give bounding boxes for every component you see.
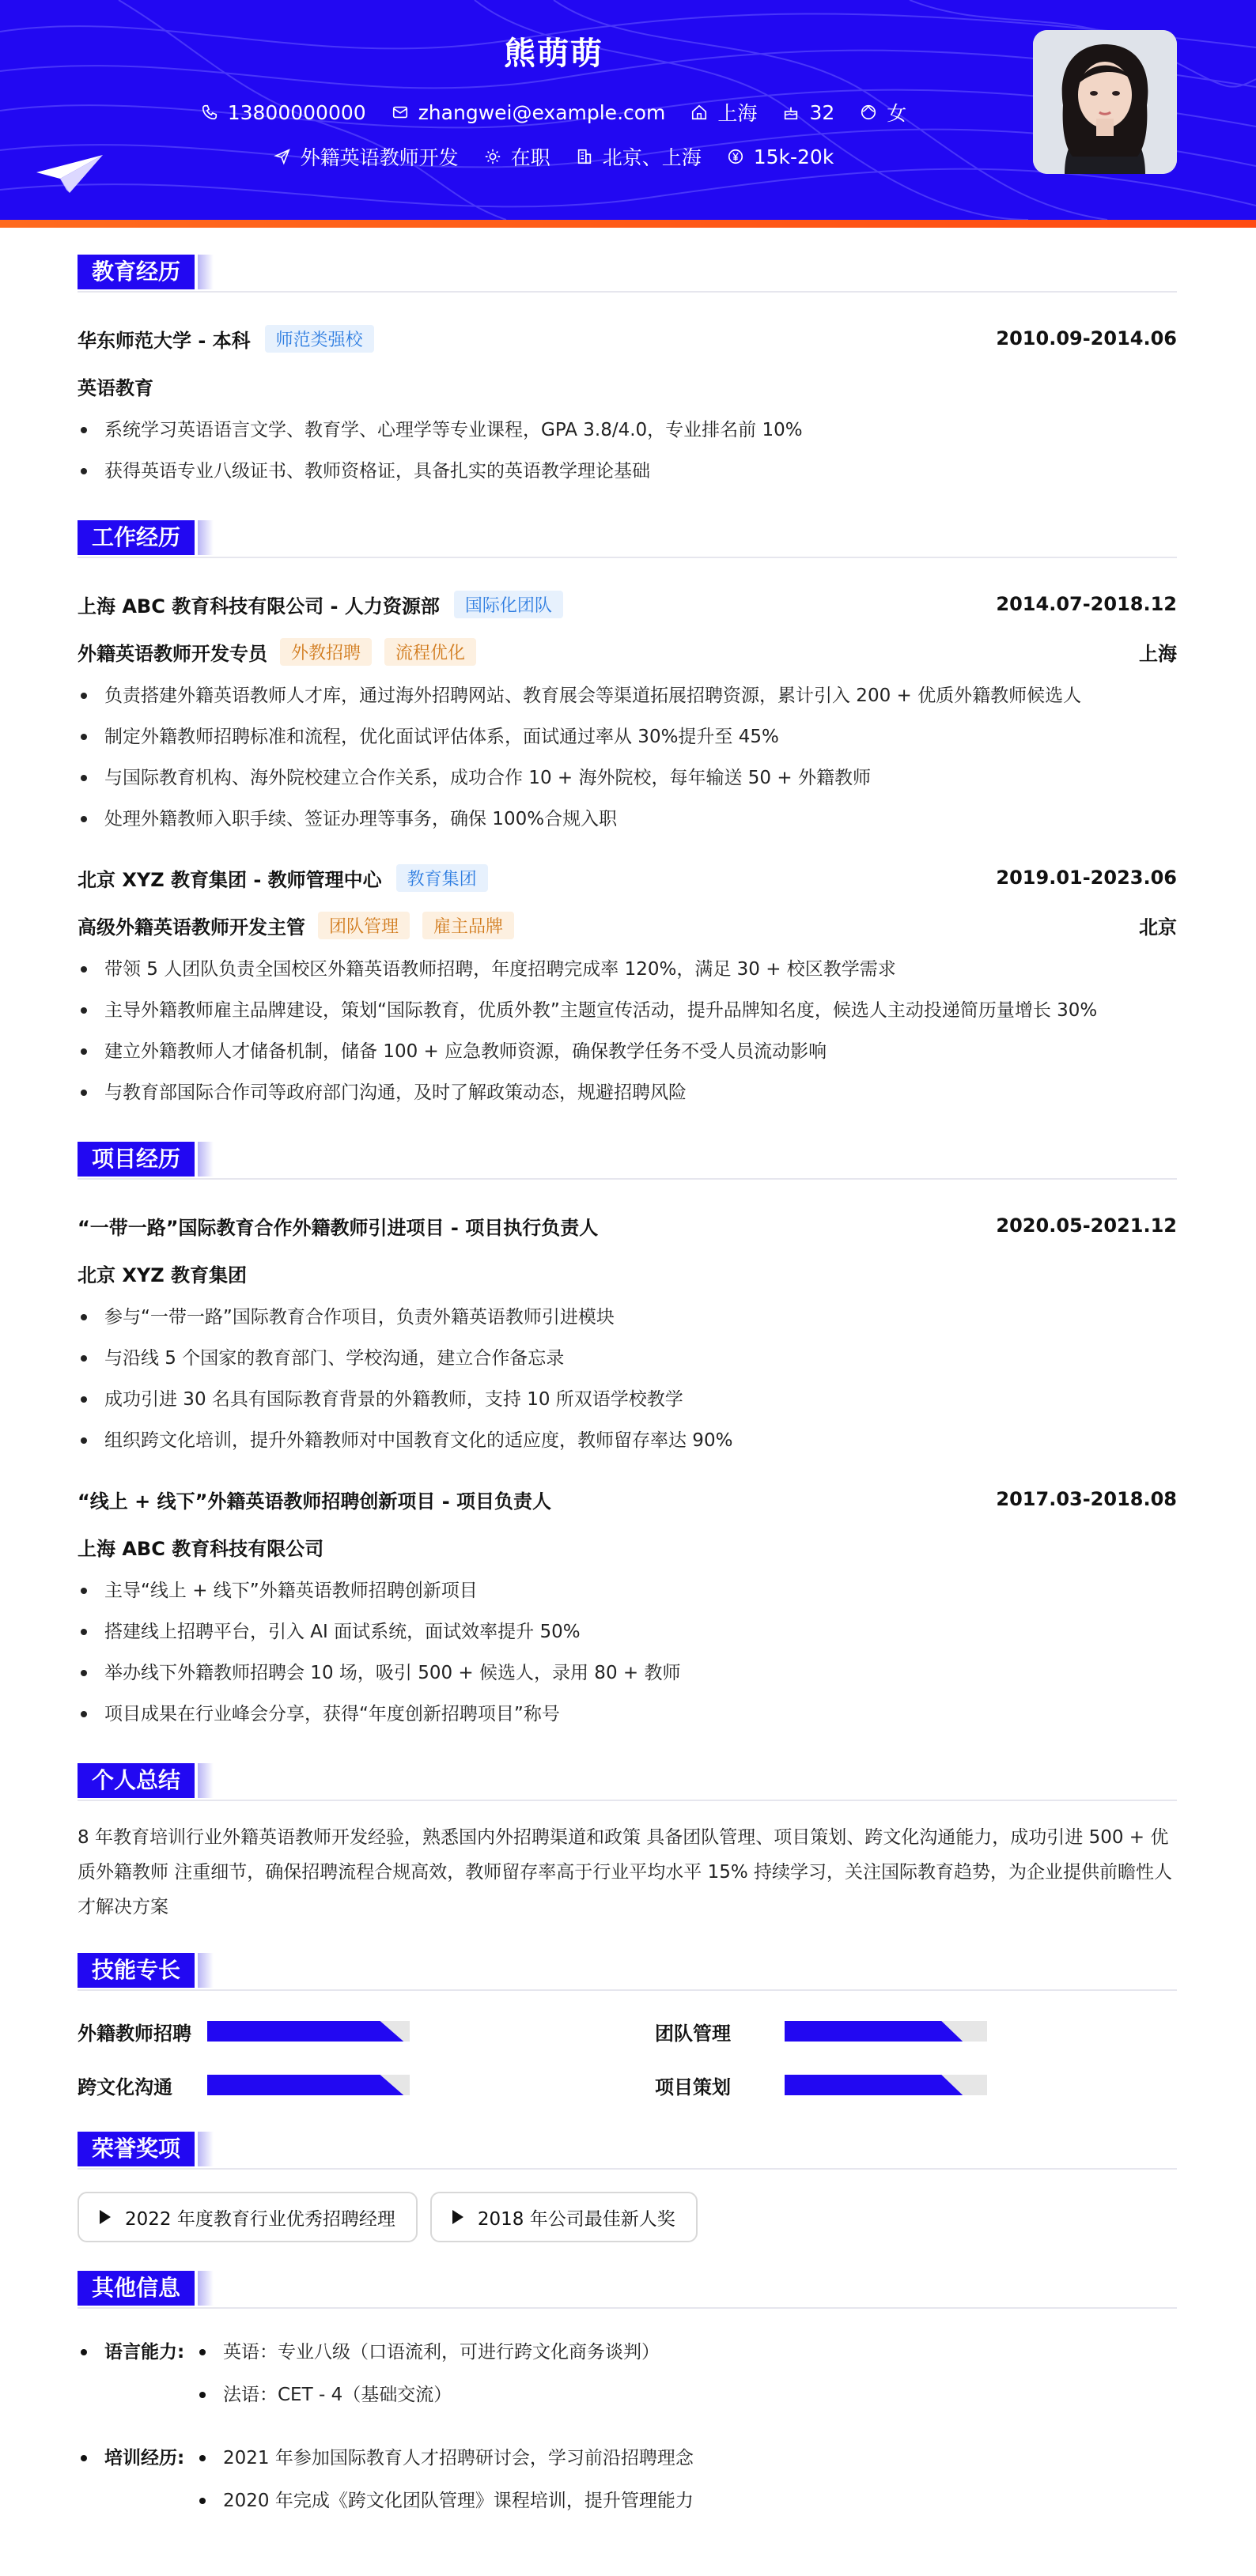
skill-bar (785, 2075, 987, 2095)
status-info (484, 142, 550, 171)
gender-text: 女 (887, 102, 907, 125)
position-text: 外籍英语教师开发 (300, 146, 459, 169)
project-date: 2020.05-2021.12 (996, 1214, 1177, 1237)
resume-body (78, 253, 1177, 2549)
projects-section (78, 1140, 1177, 1735)
major-name: 英语教育 (78, 376, 153, 399)
expected-city-text: 北京、上海 (602, 146, 702, 169)
skill-bar (207, 2021, 410, 2042)
skill-bar (785, 2021, 987, 2042)
phone-icon (201, 104, 218, 121)
job-bullets (78, 675, 1177, 840)
age-text: 32 (809, 100, 835, 124)
candidate-name: 熊萌萌 (504, 36, 603, 72)
awards-section (78, 2130, 1177, 2242)
list-item: 带领 5 人团队负责全国校区外籍英语教师招聘，年度招聘完成率 120%，满足 30 + 校区教学需求 (78, 949, 1177, 990)
email-text: zhangwei@example.com (418, 100, 666, 124)
role-row (78, 628, 1177, 675)
gender-info (860, 98, 906, 127)
position-info (274, 142, 459, 171)
skill-bar-fill (785, 2021, 963, 2042)
section-title: 荣誉奖项 (78, 2132, 195, 2166)
list-item: 搭建线上招聘平台，引入 AI 面试系统，面试效率提升 50% (78, 1611, 1177, 1652)
section-header (78, 519, 1177, 558)
language-label: 语言能力: (78, 2331, 196, 2416)
skill-bar-fill (785, 2075, 963, 2095)
role-tag: 雇主品牌 (422, 912, 514, 939)
salary-text: 15k-20k (753, 145, 834, 168)
job-city: 北京 (1139, 916, 1177, 939)
section-header (78, 1951, 1177, 1991)
job-row (78, 580, 1177, 628)
send-icon (274, 148, 291, 165)
project-row (78, 1202, 1177, 1249)
person-face-icon (860, 104, 877, 121)
status-gear-icon (484, 148, 501, 165)
skill-item (78, 2013, 600, 2049)
project-org-row (78, 1249, 1177, 1297)
education-date: 2010.09-2014.06 (996, 327, 1177, 349)
project-org-row (78, 1523, 1177, 1570)
list-item: 处理外籍教师入职手续、签证办理等事务，确保 100%合规入职 (78, 799, 1177, 840)
job-bullets (78, 949, 1177, 1113)
summary-section (78, 1762, 1177, 1924)
project-bullets (78, 1570, 1177, 1735)
list-item: 2021 年参加国际教育人才招聘研讨会，学习前沿招聘理念 (196, 2437, 694, 2480)
education-row (78, 315, 1177, 362)
school-name: 华东师范大学 - 本科 (78, 329, 251, 352)
skill-item (655, 2067, 1177, 2103)
home-icon (690, 104, 708, 121)
section-header (78, 1140, 1177, 1180)
project-title: “一带一路”国际教育合作外籍教师引进项目 - 项目执行负责人 (78, 1216, 599, 1239)
city-text: 上海 (717, 102, 758, 125)
list-item: 与教育部国际合作司等政府部门沟通，及时了解政策动态，规避招聘风险 (78, 1072, 1177, 1113)
skill-name: 外籍教师招聘 (78, 2022, 191, 2045)
project-bullets (78, 1297, 1177, 1461)
school-badge: 师范类强校 (265, 325, 374, 353)
project-title: “线上 + 线下”外籍英语教师招聘创新项目 - 项目负责人 (78, 1490, 552, 1513)
section-header (78, 2130, 1177, 2170)
language-list (196, 2331, 660, 2416)
role-tag: 外教招聘 (280, 638, 372, 666)
list-item: 主导外籍教师雇主品牌建设，策划“国际教育，优质外教”主题宣传活动，提升品牌知名度，候选人主动投递简历量增长 30% (78, 990, 1177, 1031)
job-date: 2014.07-2018.12 (996, 593, 1177, 615)
other-info (78, 2331, 1177, 2522)
list-item: 成功引进 30 名具有国际教育背景的外籍教师，支持 10 所双语学校教学 (78, 1379, 1177, 1420)
project-date: 2017.03-2018.08 (996, 1488, 1177, 1510)
status-text: 在职 (510, 146, 550, 169)
job-role: 高级外籍英语教师开发主管 (78, 916, 305, 939)
summary-text: 8 年教育培训行业外籍英语教师开发经验，熟悉国内外招聘渠道和政策 具备团队管理、项目策划、跨文化沟通能力，成功引进 500 + 优质外籍教师 注重细节，确保招聘流程合规高效，教师留存率高于行业平均水平 15% 持续学习，关注国际教育趋势，为企业提供前瞻性人才解决方案 (78, 1827, 1173, 1917)
play-triangle-icon (100, 2210, 111, 2224)
company-badge: 国际化团队 (454, 591, 563, 618)
yen-coin-icon (727, 148, 744, 165)
list-item: 英语：专业八级（口语流利，可进行跨文化商务谈判） (196, 2331, 660, 2374)
education-bullets (78, 410, 1177, 492)
company-badge: 教育集团 (396, 864, 488, 892)
portrait-photo (1033, 30, 1177, 174)
list-item: 系统学习英语语言文学、教育学、心理学等专业课程，GPA 3.8/4.0，专业排名前 10% (78, 410, 1177, 451)
list-item: 与沿线 5 个国家的教育部门、学校沟通，建立合作备忘录 (78, 1338, 1177, 1379)
section-header (78, 2269, 1177, 2309)
skill-name: 项目策划 (655, 2076, 731, 2098)
section-title: 工作经历 (78, 520, 195, 555)
job-role: 外籍英语教师开发专员 (78, 642, 267, 665)
section-title: 个人总结 (78, 1763, 195, 1798)
other-section (78, 2269, 1177, 2522)
list-item: 负责搭建外籍英语教师人才库，通过海外招聘网站、教育展会等渠道拓展招聘资源，累计引入 200 + 优质外籍教师候选人 (78, 675, 1177, 716)
mail-icon (392, 104, 409, 121)
company-name: 上海 ABC 教育科技有限公司 - 人力资源部 (78, 595, 440, 618)
list-item: 建立外籍教师人才储备机制，储备 100 + 应急教师资源，确保教学任务不受人员流动影响 (78, 1031, 1177, 1072)
phone-text: 13800000000 (227, 100, 366, 124)
skill-bar (207, 2075, 410, 2095)
award-text: 2018 年公司最佳新人奖 (477, 2208, 675, 2230)
award-chip (430, 2192, 698, 2242)
role-tag: 流程优化 (384, 638, 476, 666)
job-date: 2019.01-2023.06 (996, 867, 1177, 889)
project-org: 上海 ABC 教育科技有限公司 (78, 1537, 324, 1560)
skill-name: 跨文化沟通 (78, 2076, 172, 2098)
header-accent-stripe (0, 220, 1256, 228)
language-row (78, 2331, 1177, 2416)
awards-list (78, 2192, 1177, 2242)
skill-item (78, 2067, 600, 2103)
training-label: 培训经历: (78, 2437, 196, 2522)
work-section (78, 519, 1177, 1113)
resume-header (0, 0, 1256, 220)
list-item: 组织跨文化培训，提升外籍教师对中国教育文化的适应度，教师留存率达 90% (78, 1420, 1177, 1461)
award-chip (78, 2192, 418, 2242)
section-header (78, 253, 1177, 293)
major-row (78, 362, 1177, 410)
cake-icon (782, 104, 800, 121)
avatar (1033, 30, 1177, 174)
training-row (78, 2437, 1177, 2522)
list-item: 主导“线上 + 线下”外籍英语教师招聘创新项目 (78, 1570, 1177, 1611)
list-item: 2020 年完成《跨文化团队管理》课程培训，提升管理能力 (196, 2480, 694, 2522)
training-list (196, 2437, 694, 2522)
job-row (78, 854, 1177, 901)
job-intent-row (0, 142, 1107, 171)
list-item: 参与“一带一路”国际教育合作项目，负责外籍英语教师引进模块 (78, 1297, 1177, 1338)
list-item: 项目成果在行业峰会分享，获得“年度创新招聘项目”称号 (78, 1694, 1177, 1735)
list-item: 获得英语专业八级证书、教师资格证，具备扎实的英语教学理论基础 (78, 451, 1177, 492)
skill-bar-fill (207, 2021, 403, 2042)
salary-info (727, 145, 834, 168)
list-item: 制定外籍教师招聘标准和流程，优化面试评估体系，面试通过率从 30%提升至 45% (78, 716, 1177, 757)
email-info (392, 101, 666, 124)
skill-bar-fill (207, 2075, 403, 2095)
list-item: 法语：CET - 4（基础交流） (196, 2374, 660, 2416)
skills-grid (78, 2013, 1177, 2103)
phone-info (201, 101, 366, 124)
skill-name: 团队管理 (655, 2022, 731, 2045)
project-row (78, 1475, 1177, 1523)
section-title: 技能专长 (78, 1953, 195, 1988)
expected-city-info (576, 142, 702, 171)
section-title: 其他信息 (78, 2271, 195, 2306)
job-city: 上海 (1139, 642, 1177, 665)
section-title: 项目经历 (78, 1142, 195, 1177)
section-title: 教育经历 (78, 255, 195, 289)
role-tag: 团队管理 (318, 912, 410, 939)
contact-row (0, 98, 1107, 127)
role-row (78, 901, 1177, 949)
skill-item (655, 2013, 1177, 2049)
play-triangle-icon (452, 2210, 463, 2224)
city-info (690, 98, 757, 127)
project-org: 北京 XYZ 教育集团 (78, 1263, 247, 1286)
award-text: 2022 年度教育行业优秀招聘经理 (125, 2208, 395, 2230)
list-item: 举办线下外籍教师招聘会 10 场，吸引 500 + 候选人，录用 80 + 教师 (78, 1652, 1177, 1694)
company-name: 北京 XYZ 教育集团 - 教师管理中心 (78, 868, 382, 891)
list-item: 与国际教育机构、海外院校建立合作关系，成功合作 10 + 海外院校，每年输送 50 + 外籍教师 (78, 757, 1177, 799)
age-info (782, 101, 834, 124)
education-section (78, 253, 1177, 492)
section-header (78, 1762, 1177, 1801)
building-icon (576, 148, 593, 165)
skills-section (78, 1951, 1177, 2103)
